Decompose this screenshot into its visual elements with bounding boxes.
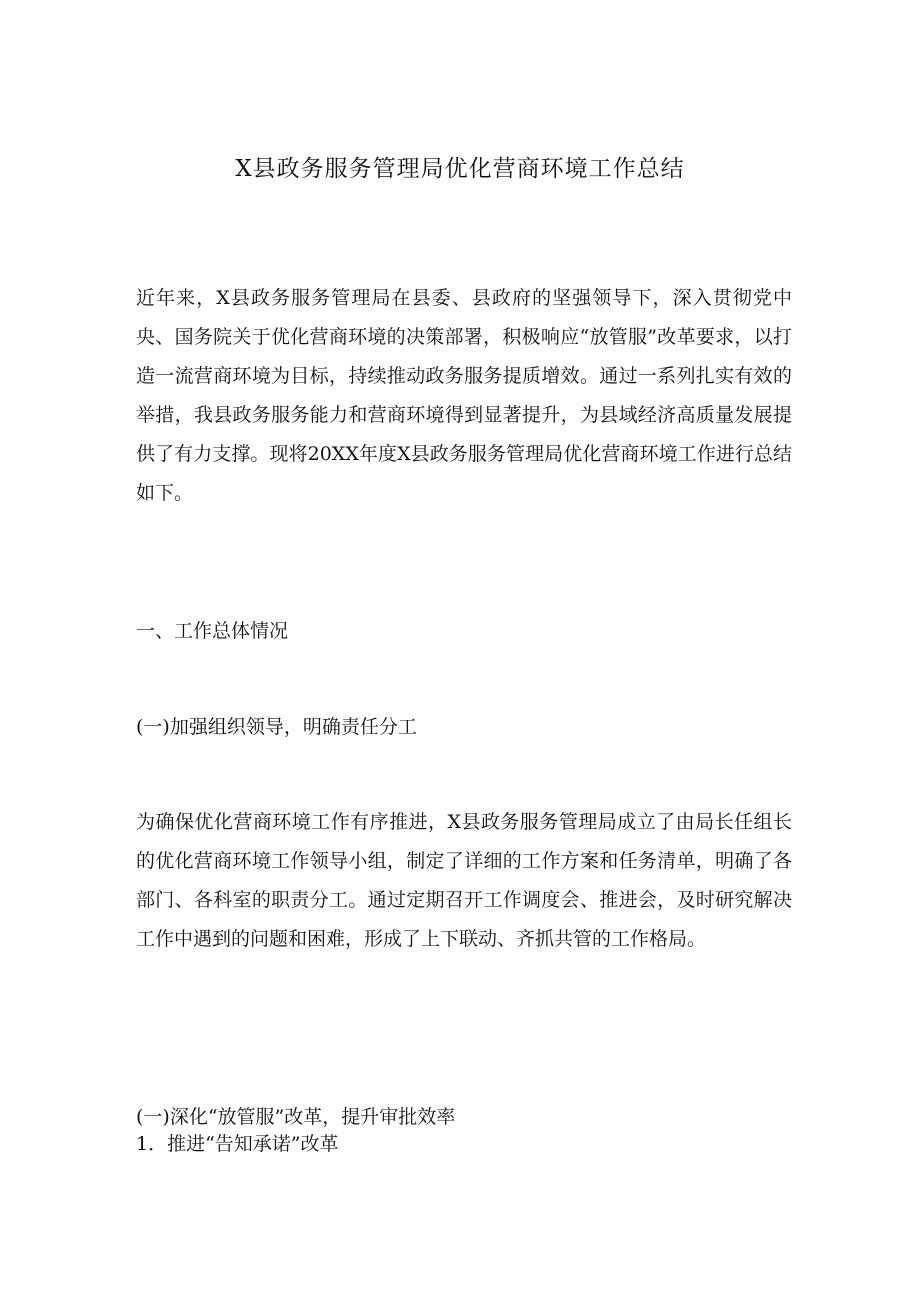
document-title: X县政务服务管理局优化营商环境工作总结 — [235, 156, 685, 182]
subsection-heading-2: (一)深化“放管服”改革，提升审批效率 — [136, 1106, 456, 1128]
intro-paragraph: 近年来，X县政务服务管理局在县委、县政府的坚强领导下，深入贯彻党中央、国务院关于优化营商环境的决策部署，积极响应“放管服”改革要求，以打造一流营商环境为目标，持续推动政务服务提质增效。通过一系列扎实有效的举措，我县政务服务能力和营商环境得到显著提升，为县域经济高质量发展提供了有力支撑。现将20XX年度X县政务服务管理局优化营商环境工作进行总结如下。 — [136, 287, 792, 504]
section-heading: 一、工作总体情况 — [136, 620, 289, 642]
item-heading: 1．推进“告知承诺”改革 — [136, 1133, 339, 1155]
subsection-paragraph: 为确保优化营商环境工作有序推进，X县政务服务管理局成立了由局长任组长的优化营商环境工作领导小组，制定了详细的工作方案和任务清单，明确了各部门、各科室的职责分工。通过定期召开工作调度会、推进会，及时研究解决工作中遇到的问题和困难，形成了上下联动、齐抓共管的工作格局。 — [136, 811, 792, 950]
subsection-heading: (一)加强组织领导，明确责任分工 — [136, 716, 417, 738]
